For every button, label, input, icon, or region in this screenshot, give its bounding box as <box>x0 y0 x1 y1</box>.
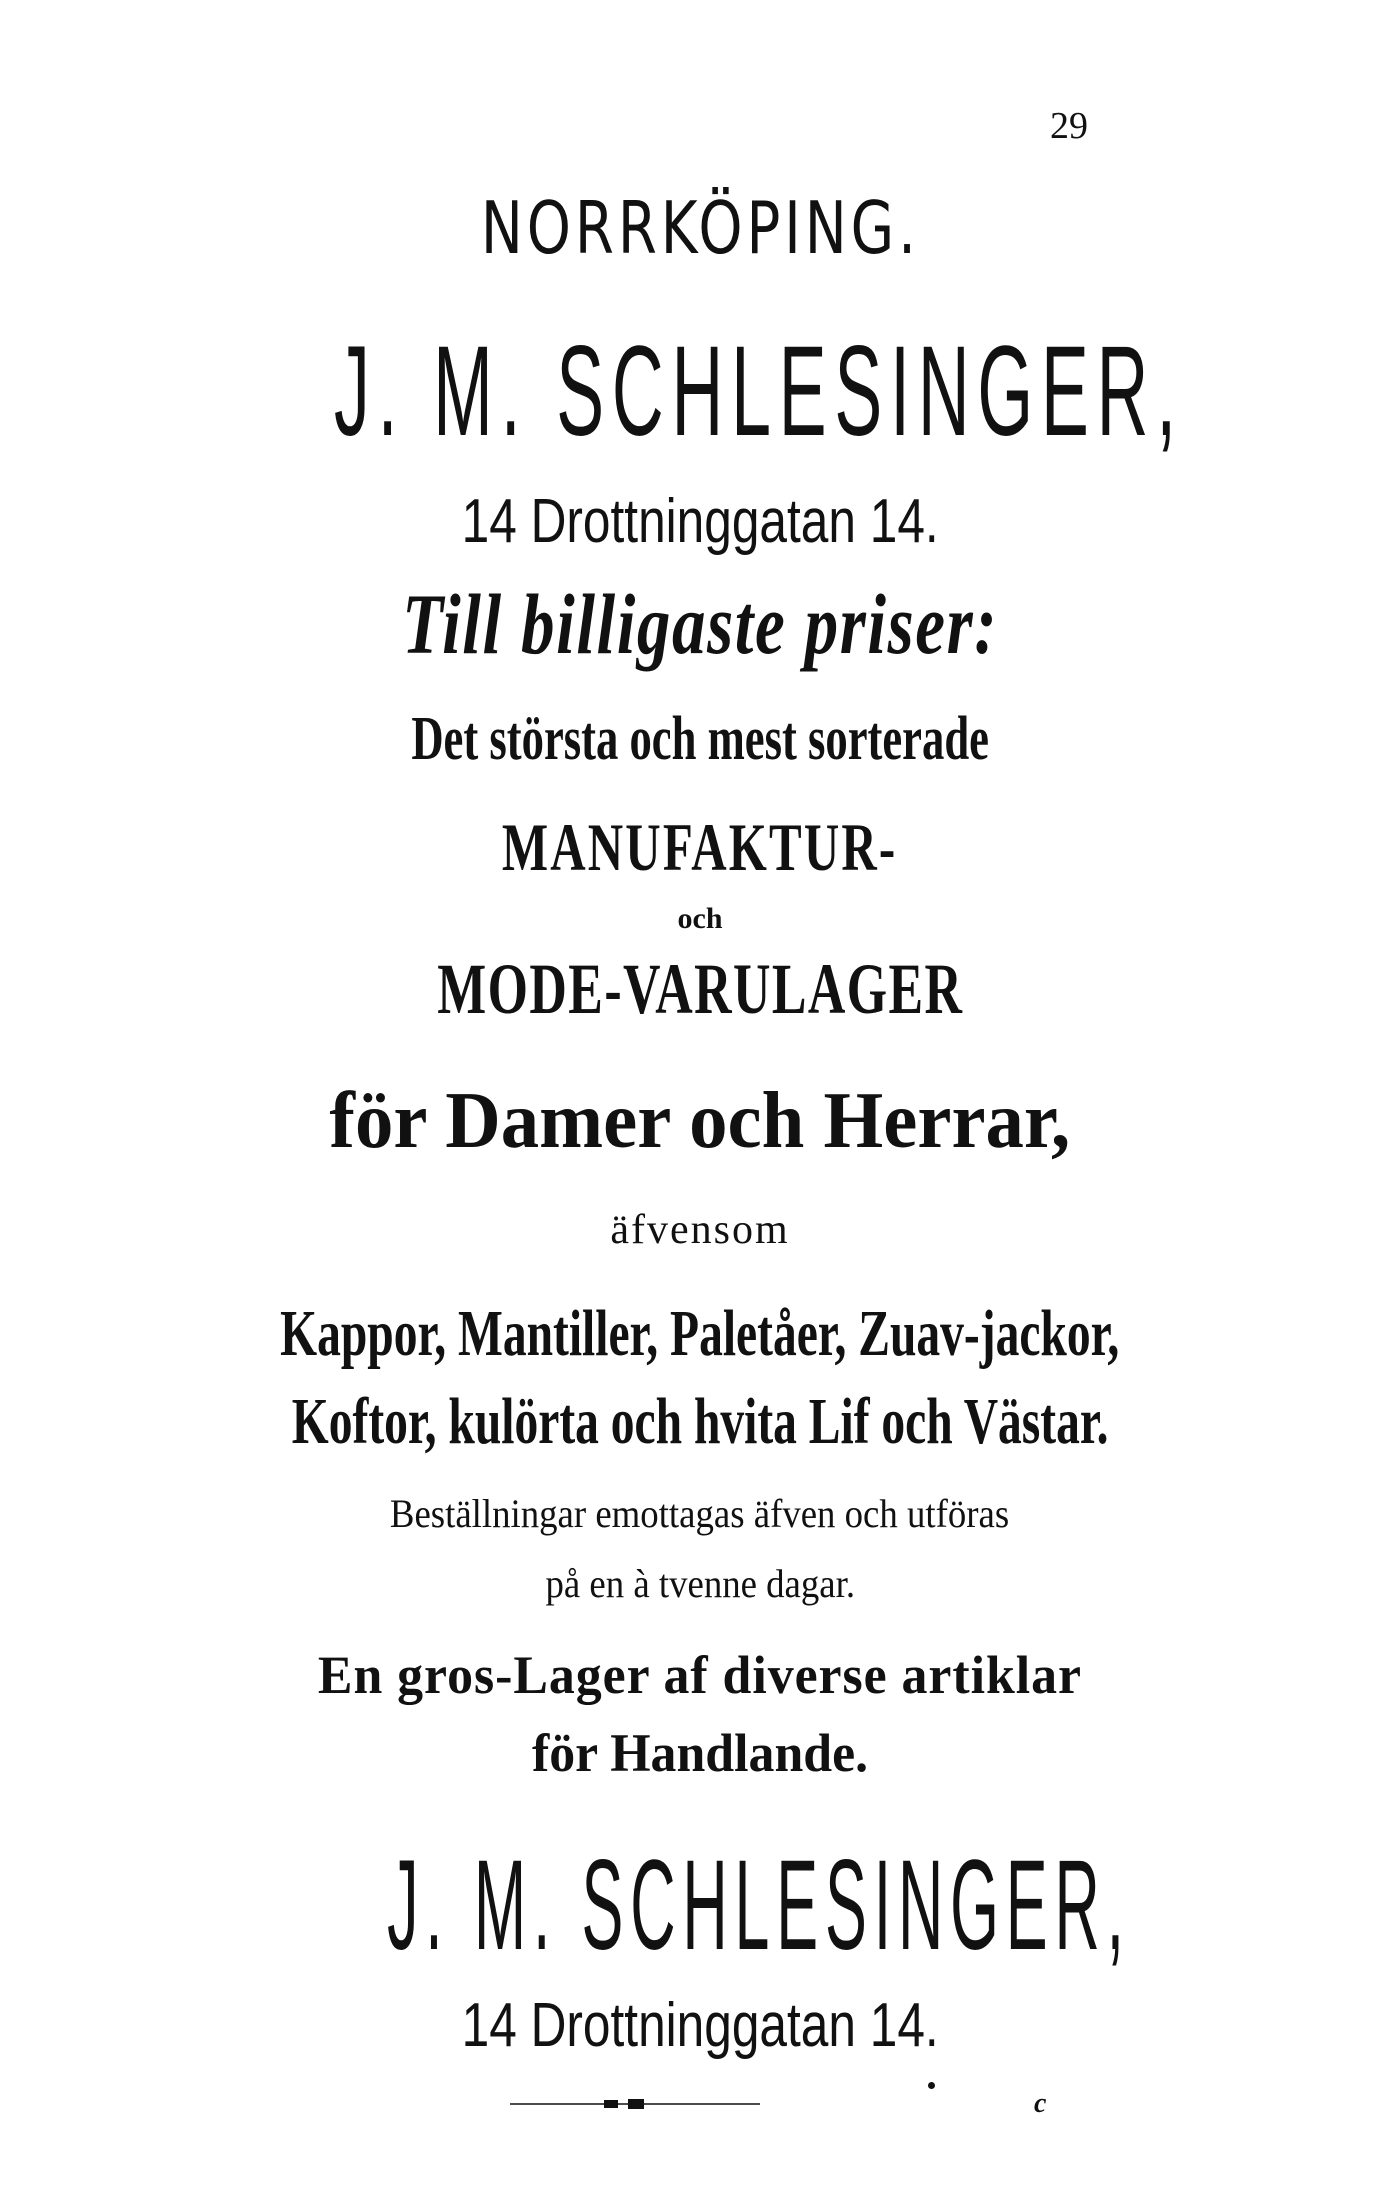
city-heading-text: NORRKÖPING. <box>480 186 920 270</box>
garments-line-2 <box>0 1384 1400 1460</box>
firm-name-top <box>0 318 1400 465</box>
ornament-block-left <box>604 2100 618 2108</box>
slogan <box>0 574 1400 674</box>
page-number: 29 <box>1050 105 1088 147</box>
och-connector-text: och <box>677 902 723 935</box>
city-heading <box>0 186 1400 270</box>
garments-line-2-text: Koftor, kulörta och hvita Lif och Västar. <box>291 1385 1109 1458</box>
slogan-text: Till billigaste priser: <box>401 576 999 672</box>
afvensom-line-text: äfvensom <box>610 1207 790 1253</box>
ornament-block-right <box>628 2099 644 2109</box>
wholesale-line-2-text: för Handlande. <box>531 1723 869 1783</box>
orders-line-2-text: på en à tvenne dagar. <box>545 1561 855 1606</box>
address-bottom-text: 14 Drottninggatan 14. <box>461 1991 939 2060</box>
intro-line <box>0 704 1400 775</box>
wholesale-line-2 <box>0 1722 1400 1784</box>
ornament-rule <box>510 2098 760 2110</box>
firm-name-top-text: J. M. SCHLESINGER, <box>333 320 1185 463</box>
manufaktur-heading-text: MANUFAKTUR- <box>502 809 898 885</box>
audience-line-text: för Damer och Herrar, <box>329 1077 1071 1165</box>
manufaktur-heading <box>0 808 1400 887</box>
orders-line-1-text: Beställningar emottagas äfven och utföras <box>390 1491 1010 1536</box>
wholesale-line-1 <box>0 1644 1400 1706</box>
address-top <box>0 486 1400 557</box>
ink-dot <box>928 2082 935 2089</box>
orders-line-2 <box>0 1560 1400 1607</box>
garments-line-1-text: Kappor, Mantiller, Paletåer, Zuav-jackor, <box>280 1297 1120 1370</box>
address-bottom <box>0 1990 1400 2061</box>
corner-mark: c <box>1034 2088 1047 2119</box>
wholesale-line-1-text: En gros-Lager af diverse artiklar <box>317 1645 1083 1705</box>
och-connector <box>0 902 1400 936</box>
afvensom-line <box>0 1206 1400 1254</box>
intro-line-text: Det största och mest sorterade <box>411 705 989 773</box>
firm-name-bottom-text: J. M. SCHLESINGER, <box>387 1834 1131 1977</box>
firm-name-bottom <box>0 1832 1400 1979</box>
address-top-text: 14 Drottninggatan 14. <box>461 487 939 556</box>
orders-line-1 <box>0 1490 1400 1537</box>
mode-heading <box>0 948 1400 1031</box>
audience-line <box>0 1076 1400 1167</box>
garments-line-1 <box>0 1296 1400 1372</box>
mode-heading-text: MODE-VARULAGER <box>436 949 964 1029</box>
